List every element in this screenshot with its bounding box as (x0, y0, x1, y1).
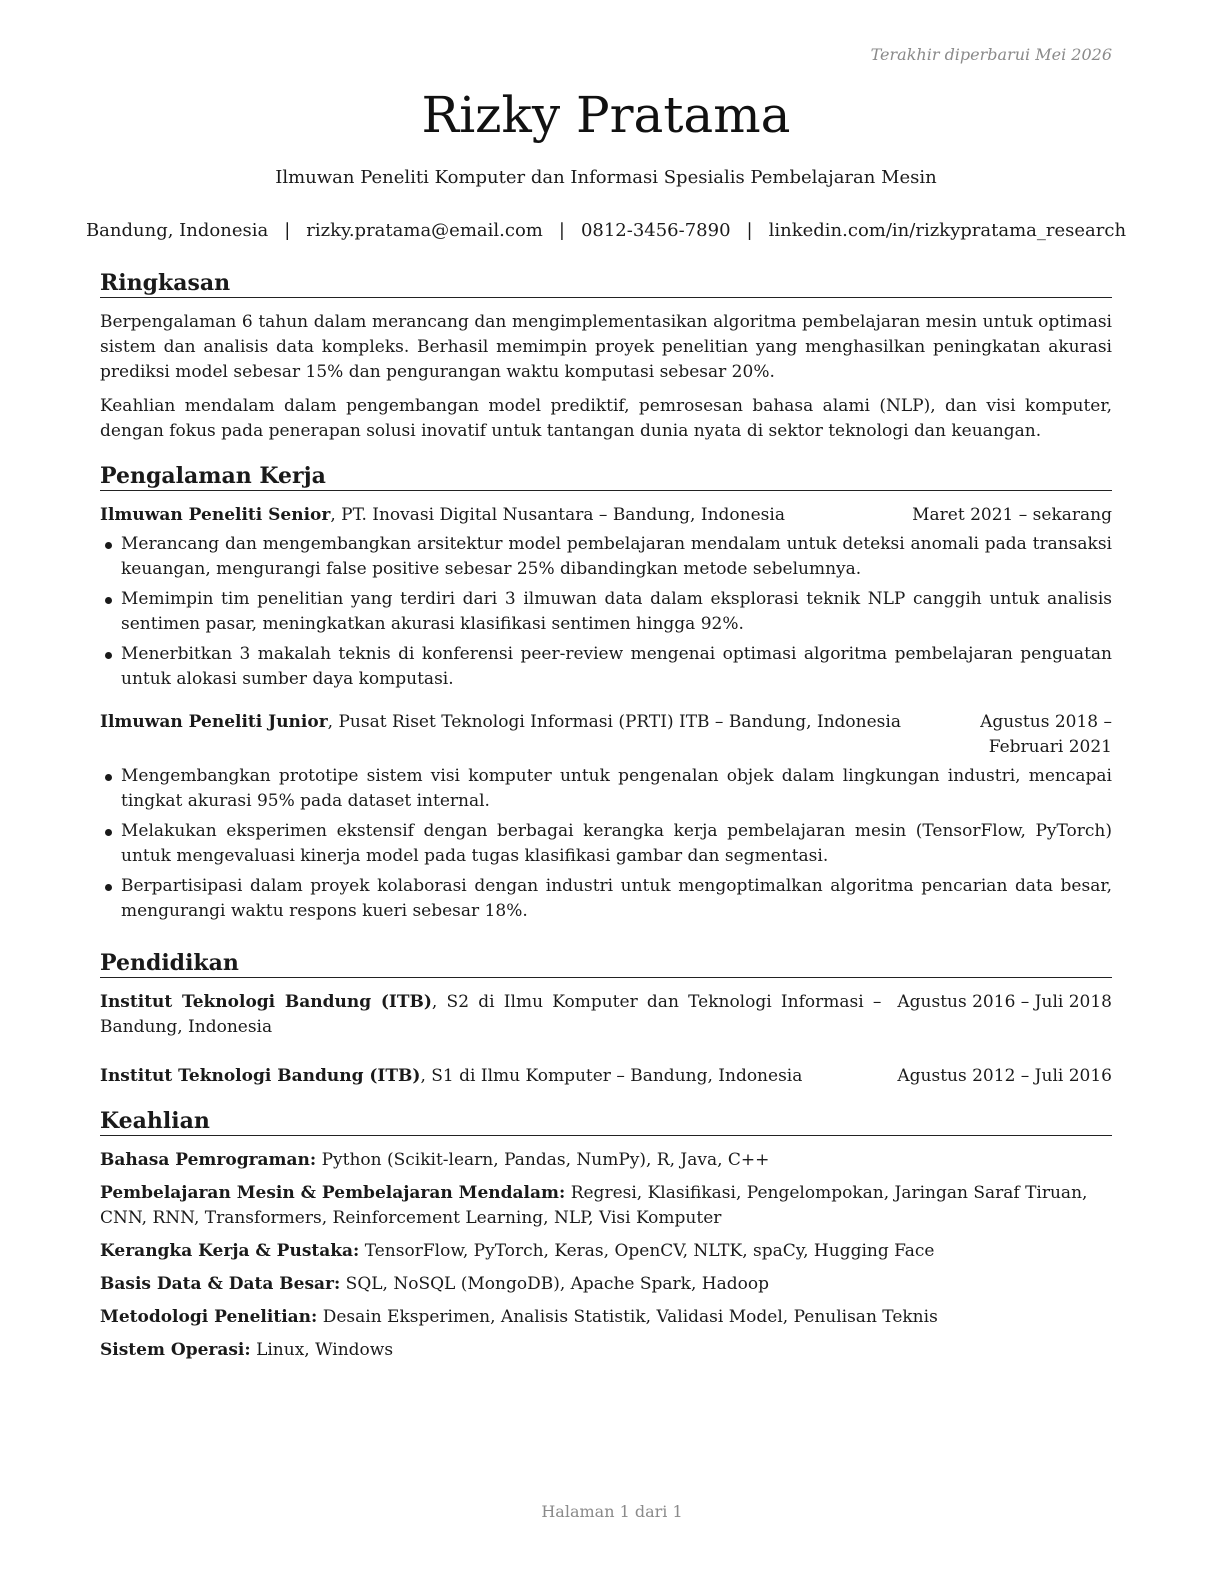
job-bullet: Melakukan eksperimen ekstensif dengan berbagai kerangka kerja pembelajaran mesin (TensorFlow, PyTorch) untuk mengevaluasi kinerja model pada tugas klasifikasi gambar dan segmentasi. (100, 819, 1112, 869)
page-number: Halaman 1 dari 1 (541, 1502, 683, 1521)
experience-section (100, 463, 1112, 929)
job-role-org (100, 503, 785, 528)
education-detail: , S1 di Ilmu Komputer – Bandung, Indonesia (420, 1066, 803, 1087)
candidate-name: Rizky Pratama (421, 86, 791, 144)
job-role: Ilmuwan Peneliti Senior (100, 505, 331, 526)
section-title-experience: Pengalaman Kerja (100, 463, 1112, 491)
job-header (100, 503, 1112, 528)
skill-row (100, 1305, 1112, 1330)
job-bullet: Merancang dan mengembangkan arsitektur model pembelajaran mendalam untuk deteksi anomali pada transaksi keuangan, mengurangi false positive sebesar 25% dibandingkan metode sebelumnya. (100, 532, 1112, 582)
skill-value: Regresi, Klasifikasi, Pengelompokan, Jaringan Saraf Tiruan, CNN, RNN, Transformers, Reinforcement Learning, NLP, Visi Komputer (100, 1183, 1088, 1229)
job-dates: Maret 2021 – sekarang (912, 505, 1112, 526)
skill-value: TensorFlow, PyTorch, Keras, OpenCV, NLTK, spaCy, Hugging Face (359, 1241, 935, 1262)
job-bullets (100, 764, 1112, 924)
education-section (100, 950, 1112, 1089)
education-school-detail (100, 990, 881, 1040)
skill-label: Sistem Operasi: (100, 1340, 251, 1361)
contact-phone: 0812-3456-7890 (580, 220, 731, 241)
candidate-title: Ilmuwan Peneliti Komputer dan Informasi Spesialis Pembelajaran Mesin (275, 167, 937, 188)
contact-separator: | (558, 220, 565, 241)
contact-location: Bandung, Indonesia (85, 220, 269, 241)
job-dates: Agustus 2018 – Februari 2021 (980, 712, 1112, 758)
job-entry (100, 503, 1112, 692)
job-role: Ilmuwan Peneliti Junior (100, 712, 328, 733)
skill-row (100, 1239, 1112, 1264)
skill-label: Pembelajaran Mesin & Pembelajaran Mendalam: (100, 1183, 566, 1204)
skill-row (100, 1338, 1112, 1363)
summary-paragraph: Berpengalaman 6 tahun dalam merancang dan mengimplementasikan algoritma pembelajaran mesin untuk optimasi sistem dan analisis data kompleks. Berhasil memimpin proyek penelitian yang menghasilkan peningkatan akurasi prediksi model sebesar 15% dan pengurangan waktu komputasi sebesar 20%. (100, 312, 1112, 383)
last-updated: Terakhir diperbarui Mei 2026 (870, 45, 1112, 64)
skill-value: Linux, Windows (250, 1340, 394, 1361)
section-title-summary: Ringkasan (100, 270, 1112, 298)
contact-email[interactable]: rizky.pratama@email.com (306, 220, 543, 241)
skill-label: Bahasa Pemrograman: (100, 1150, 317, 1171)
job-bullet: Berpartisipasi dalam proyek kolaborasi dengan industri untuk mengoptimalkan algoritma pencarian data besar, mengurangi waktu respons kueri sebesar 18%. (100, 874, 1112, 924)
skill-row (100, 1148, 1112, 1173)
skills-section (100, 1108, 1112, 1371)
job-role-org (100, 710, 901, 760)
education-entry (100, 990, 1112, 1040)
section-title-skills: Keahlian (100, 1108, 1112, 1136)
skill-row (100, 1272, 1112, 1297)
education-school-detail (100, 1064, 802, 1089)
contact-separator: | (746, 220, 753, 241)
education-school: Institut Teknologi Bandung (ITB) (100, 992, 432, 1013)
education-dates: Agustus 2012 – Juli 2016 (897, 1066, 1112, 1087)
summary-paragraph: Keahlian mendalam dalam pengembangan model prediktif, pemrosesan bahasa alami (NLP), dan visi komputer, dengan fokus pada penerapan solusi inovatif untuk tantangan dunia nyata di sektor teknologi dan keuangan. (100, 396, 1112, 442)
contact-linkedin[interactable]: linkedin.com/in/rizkypratama_research (768, 220, 1127, 241)
skill-label: Basis Data & Data Besar: (100, 1274, 341, 1295)
skill-label: Kerangka Kerja & Pustaka: (100, 1241, 360, 1262)
skill-value: SQL, NoSQL (MongoDB), Apache Spark, Hadoop (340, 1274, 769, 1295)
skill-label: Metodologi Penelitian: (100, 1307, 318, 1328)
contact-separator: | (284, 220, 291, 241)
skill-row (100, 1181, 1112, 1231)
job-entry (100, 710, 1112, 924)
job-org: , Pusat Riset Teknologi Informasi (PRTI) ITB – Bandung, Indonesia (327, 712, 901, 733)
contact-line (85, 220, 1127, 241)
education-school: Institut Teknologi Bandung (ITB) (100, 1066, 421, 1087)
summary-section (100, 270, 1112, 453)
job-bullet: Memimpin tim penelitian yang terdiri dari 3 ilmuwan data dalam eksplorasi teknik NLP canggih untuk analisis sentimen pasar, meningkatkan akurasi klasifikasi sentimen hingga 92%. (100, 587, 1112, 637)
skill-value: Python (Scikit-learn, Pandas, NumPy), R, Java, C++ (316, 1150, 770, 1171)
job-bullet: Mengembangkan prototipe sistem visi komputer untuk pengenalan objek dalam lingkungan industri, mencapai tingkat akurasi 95% pada dataset internal. (100, 764, 1112, 814)
section-title-education: Pendidikan (100, 950, 1112, 978)
skill-value: Desain Eksperimen, Analisis Statistik, Validasi Model, Penulisan Teknis (317, 1307, 938, 1328)
education-dates: Agustus 2016 – Juli 2018 (897, 992, 1112, 1013)
job-header (100, 710, 1112, 760)
education-entry (100, 1064, 1112, 1089)
job-org: , PT. Inovasi Digital Nusantara – Bandung, Indonesia (330, 505, 785, 526)
job-bullet: Menerbitkan 3 makalah teknis di konferensi peer-review mengenai optimasi algoritma pembelajaran penguatan untuk alokasi sumber daya komputasi. (100, 642, 1112, 692)
job-bullets (100, 532, 1112, 692)
education-detail: , S2 di Ilmu Komputer dan Teknologi Informasi – Bandung, Indonesia (100, 992, 882, 1038)
